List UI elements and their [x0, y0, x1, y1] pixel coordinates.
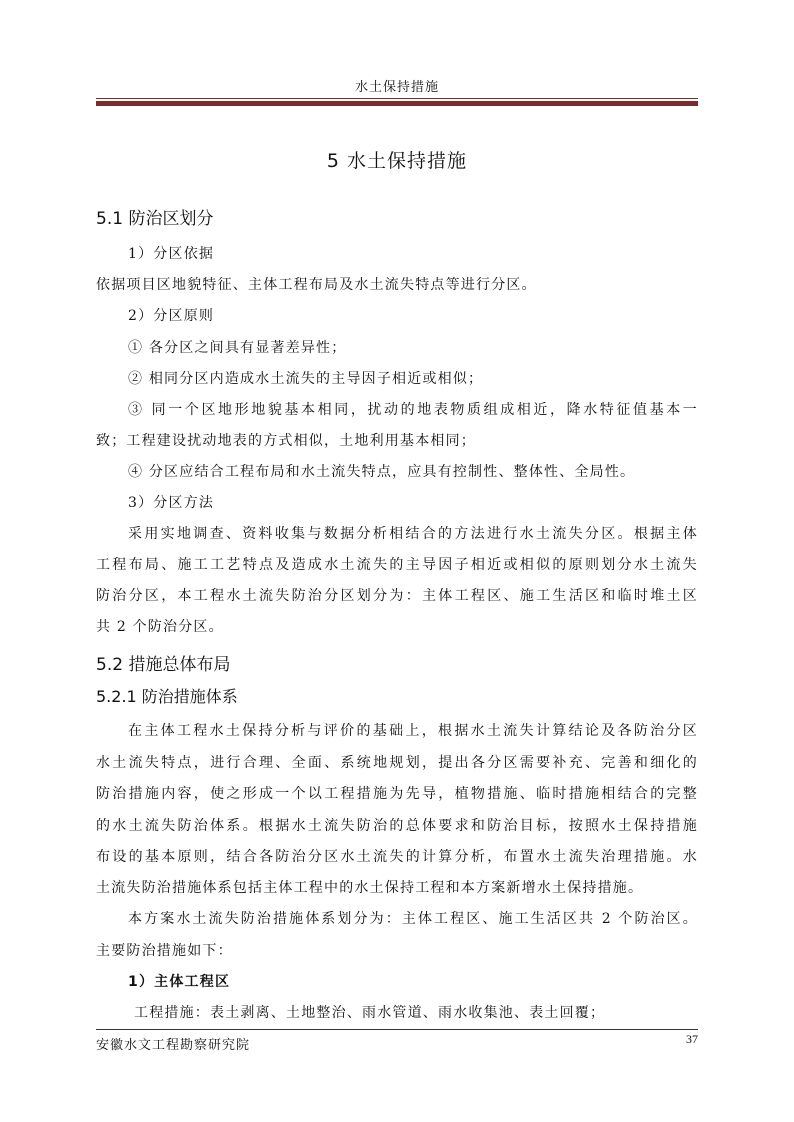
running-header: 水土保持措施: [354, 80, 439, 95]
paragraph-line: 防治措施内容，使之形成一个以工程措施为先导，植物措施、临时措施相结合的完整: [96, 786, 698, 802]
paragraph-line: 在主体工程水土保持分析与评价的基础上，根据水土流失计算结论及各防治分区: [128, 723, 698, 739]
paragraph-line: 工程布局、施工工艺特点及造成水土流失的主导因子相近或相似的原则划分水土流失: [96, 557, 698, 573]
paragraph: 依据项目区地貌特征、主体工程布局及水土流失特点等进行分区。: [96, 277, 537, 293]
paragraph: 1）分区依据: [128, 246, 215, 262]
list-item: ② 相同分区内造成水土流失的主导因子相近或相似；: [128, 371, 484, 387]
section-heading-5-1: 5.1 防治区划分: [96, 209, 214, 229]
paragraph-line: 的水土流失防治体系。根据水土流失防治的总体要求和防治目标，按照水土保持措施: [96, 818, 698, 834]
paragraph-line: 水土流失特点，进行合理、全面、系统地规划，提出各分区需要补充、完善和细化的: [96, 755, 698, 771]
header-rule-thin: [96, 98, 698, 99]
list-item: ① 各分区之间具有显著差异性；: [128, 340, 347, 356]
subheading-main-works-area: 1）主体工程区: [128, 974, 231, 990]
paragraph-line: 土流失防治措施体系包括主体工程中的水土保持工程和本方案新增水土保持措施。: [96, 880, 644, 896]
paragraph: 2）分区原则: [128, 308, 215, 324]
section-heading-5-2: 5.2 措施总体布局: [96, 655, 231, 675]
page-number: 37: [686, 1032, 698, 1046]
footer-institute: 安徽水文工程勘察研究院: [96, 1038, 251, 1053]
paragraph-line: 采用实地调查、资料收集与数据分析相结合的方法进行水土流失分区。根据主体: [128, 526, 698, 542]
list-item: ④ 分区应结合工程布局和水土流失特点，应具有控制性、整体性、全局性。: [128, 464, 636, 480]
paragraph: 工程措施：表土剥离、土地整治、雨水管道、雨水收集池、表土回覆；: [134, 1005, 606, 1021]
paragraph-line: 本方案水土流失防治措施体系划分为：主体工程区、施工生活区共 2 个防治区。: [128, 911, 698, 927]
paragraph-line: 布设的基本原则，结合各防治分区水土流失的计算分析，布置水土流失治理措施。水: [96, 849, 698, 865]
paragraph-line: 共 2 个防治分区。: [96, 619, 224, 635]
footer-rule: [96, 1029, 698, 1030]
paragraph-line: 致；工程建设扰动地表的方式相似，土地利用基本相同；: [96, 433, 476, 449]
paragraph: 3）分区方法: [128, 495, 215, 511]
subsection-heading-5-2-1: 5.2.1 防治措施体系: [96, 687, 238, 706]
header-rule-thick: [96, 101, 698, 106]
list-item: ③ 同一个区地形地貌基本相同，扰动的地表物质组成相近，降水特征值基本一: [128, 402, 698, 418]
paragraph-line: 防治分区，本工程水土流失防治分区划分为：主体工程区、施工生活区和临时堆土区: [96, 588, 698, 604]
chapter-title: 5 水土保持措施: [326, 150, 468, 172]
paragraph-line: 主要防治措施如下：: [96, 943, 233, 959]
